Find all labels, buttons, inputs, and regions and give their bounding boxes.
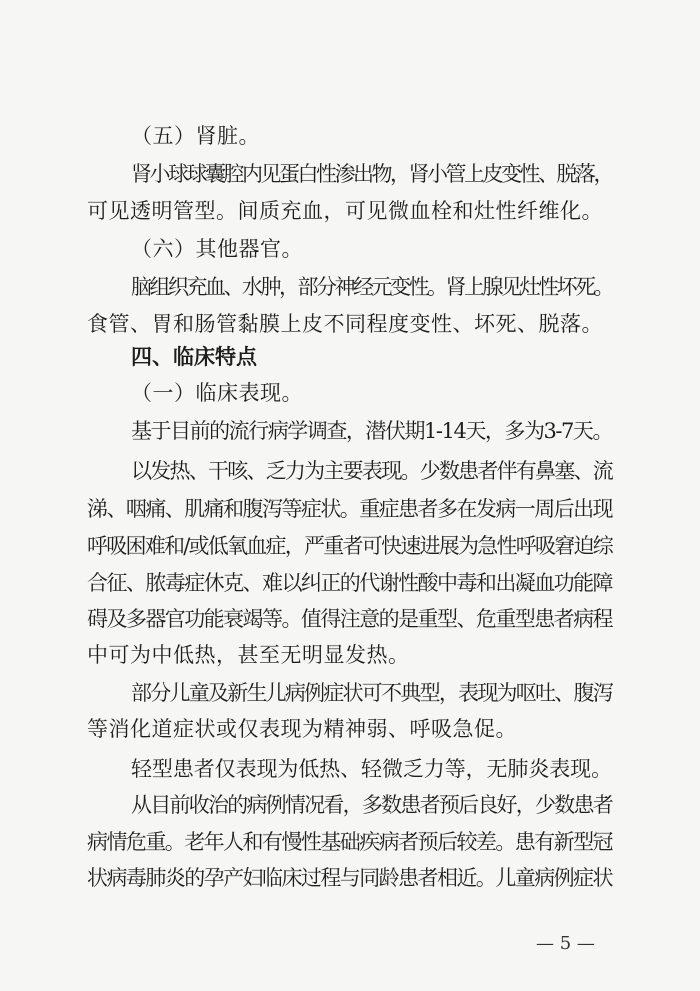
paragraph-line: 状病毒肺炎的孕产妇临床过程与同龄患者相近。儿童病例症状 <box>87 866 612 890</box>
paragraph-line: 等消化道症状或仅表现为精神弱、呼吸急促。 <box>87 717 517 741</box>
paragraph-line: 病情危重。老年人和有慢性基础疾病者预后较差。患有新型冠 <box>87 830 612 854</box>
subsection-heading-clinical-manifestations: （一）临床表现。 <box>131 381 303 405</box>
paragraph-line: 食管、胃和肠管黏膜上皮不同程度变性、坏死、脱落。 <box>87 312 603 336</box>
paragraph-line: 部分儿童及新生儿病例症状可不典型，表现为呕吐、腹泻 <box>131 681 612 705</box>
paragraph-line: 可见透明管型。间质充血，可见微血栓和灶性纤维化。 <box>87 199 603 223</box>
subsection-heading-kidney: （五）肾脏。 <box>131 124 260 148</box>
paragraph-line: 涕、咽痛、肌痛和腹泻等症状。重症患者多在发病一周后出现 <box>87 497 612 521</box>
section-heading-clinical-features: 四、临床特点 <box>131 345 257 369</box>
page-number: — 5 — <box>536 933 595 954</box>
paragraph-line: 从目前收治的病例情况看，多数患者预后良好，少数患者 <box>131 793 612 817</box>
paragraph-line: 呼吸困难和/或低氧血症，严重者可快速进展为急性呼吸窘迫综 <box>87 534 612 558</box>
paragraph-line: 以发热、干咳、乏力为主要表现。少数患者伴有鼻塞、流 <box>131 459 612 483</box>
paragraph-line: 脑组织充血、水肿，部分神经元变性。肾上腺见灶性坏死。 <box>131 275 612 299</box>
subsection-heading-other-organs: （六）其他器官。 <box>131 237 303 261</box>
paragraph-line: 基于目前的流行病学调查，潜伏期1-14天，多为3-7天。 <box>131 419 612 443</box>
paragraph-line: 中可为中低热，甚至无明显发热。 <box>87 643 410 667</box>
paragraph-line: 肾小球球囊腔内见蛋白性渗出物，肾小管上皮变性、脱落， <box>131 162 612 186</box>
paragraph-line: 轻型患者仅表现为低热、轻微乏力等，无肺炎表现。 <box>131 757 612 781</box>
paragraph-line: 合征、脓毒症休克、难以纠正的代谢性酸中毒和出凝血功能障 <box>87 571 612 595</box>
paragraph-line: 碍及多器官功能衰竭等。值得注意的是重型、危重型患者病程 <box>87 607 612 631</box>
